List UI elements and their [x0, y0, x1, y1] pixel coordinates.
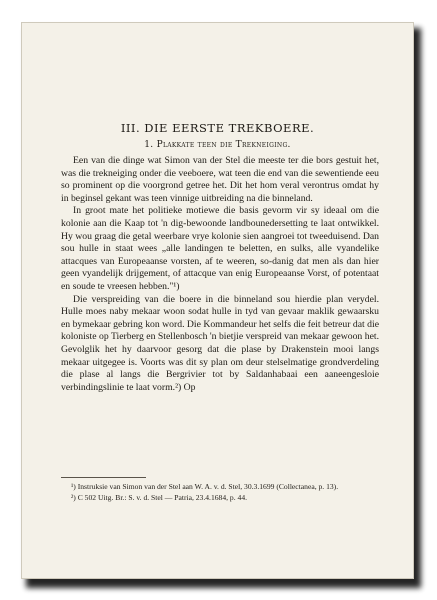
- footnote-2: ²) C 502 Uitg. Br.: S. v. d. Stel — Patria, 23.4.1684, p. 44.: [71, 492, 248, 502]
- footnote-rule: [61, 477, 146, 478]
- footnotes: [61, 482, 379, 503]
- book-page: [21, 22, 414, 579]
- footnote-1: ¹) Instruksie van Simon van der Stel aan W. A. v. d. Stel, 30.3.1699 (Collectanea, p. 13).: [71, 482, 339, 491]
- body-text: [61, 155, 379, 394]
- paragraph-1: Een van die dinge wat Simon van der Stel die meeste ter die bors gestuit het, was die trekneiging onder die veeboere, wat teen die end van die sewentiende eeu so prominent op die voorgrond getree het. Dit het hom veral verontrus omdat hy in beginsel gekant was teen vinnige uitbreiding na die binneland.: [61, 155, 379, 204]
- section-heading-text: 1. Plakkate teen die Trekneiging.: [144, 140, 291, 150]
- paragraph-3: Die verspreiding van die boere in die binneland sou hierdie plan verydel. Hulle moes naby mekaar woon sodat hulle in tyd van gevaar maklik gewaarsku en bymekaar gebring kon word. Die Kommandeur het selfs die feit betreur dat die koloniste op Tierberg en Stellenbosch 'n bietjie verspreid van mekaar gewoon het. Gevolglik het hy daarvoor gesorg dat die plase by Drakenstein mooi langs mekaar uitgegee is. Voorts was dit sy plan om deur stelselmatige grondverdeling die plase al langs die Bergrivier tot by Saldanhabaai een aaneengesloie verbindingslinie te laat vorm.²) Op: [61, 293, 379, 393]
- section-heading: [22, 140, 413, 150]
- paragraph-2: In groot mate het politieke motiewe die basis gevorm vir sy ideaal om die kolonie aan die Kaap tot 'n dig-bewoonde landbounedersetting te laat ontwikkel. Hy wou graag die getal weerbare vrye kolonie sien aangroei tot tweeduisend. Dan sou hulle in staat wees „alle landingen te beletten, en sulks, alle vyandelike attacques van Europeaanse vorsten, af te weeren, so-danig dat men als dan hier geen vyandelijk drijgement, of attacque van enig Europeaanse Vorst, of potentaat en soude te vreesen hebben."¹): [61, 205, 379, 292]
- chapter-heading: III. DIE EERSTE TREKBOERE.: [120, 121, 315, 135]
